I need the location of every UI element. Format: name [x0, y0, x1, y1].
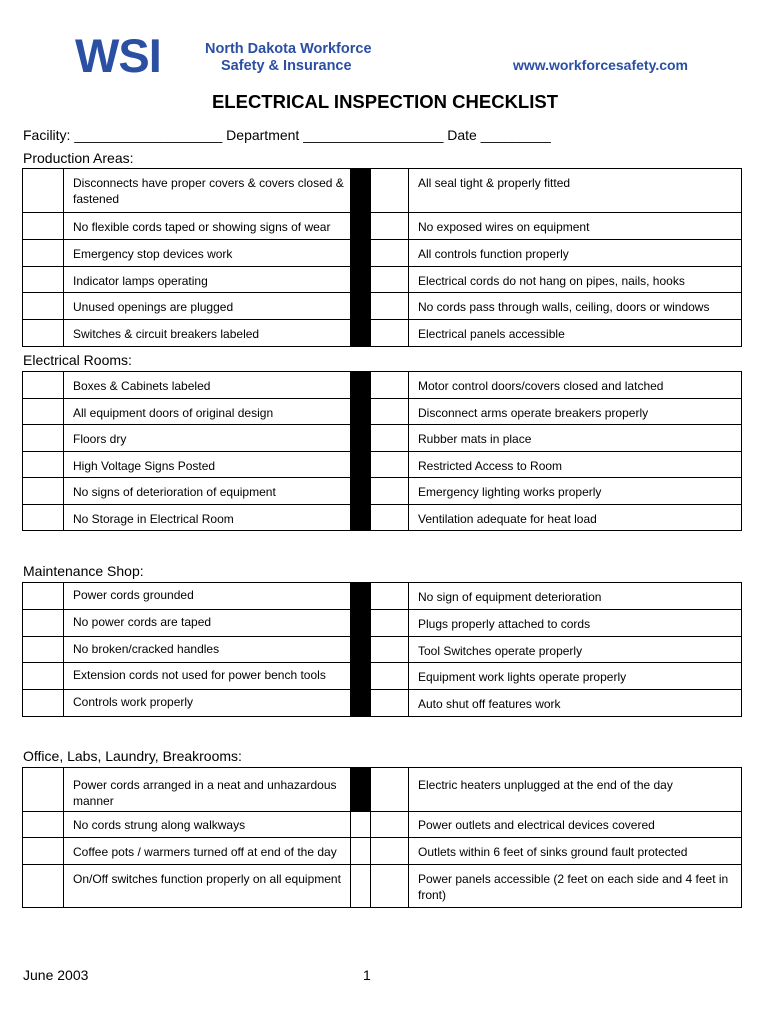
checklist-item: On/Off switches function properly on all equipment — [64, 865, 351, 908]
checklist-item: Power outlets and electrical devices covered — [409, 812, 742, 838]
checkbox-cell[interactable] — [23, 169, 64, 213]
checklist-item: All equipment doors of original design — [64, 399, 351, 425]
separator-bar — [351, 583, 371, 610]
separator-bar — [351, 768, 371, 812]
facility-field: Facility: ___________________ — [23, 127, 223, 143]
checklist-item: No cords pass through walls, ceiling, doors or windows — [409, 293, 742, 320]
checkbox-cell[interactable] — [371, 169, 409, 213]
checklist-table-office-labs — [22, 767, 742, 908]
separator-bar — [351, 213, 371, 240]
checklist-item: Coffee pots / warmers turned off at end of the day — [64, 838, 351, 865]
checklist-table-electrical-rooms — [22, 371, 742, 531]
checklist-item: Electrical panels accessible — [409, 320, 742, 347]
checkbox-cell[interactable] — [23, 293, 64, 320]
organization-name — [205, 41, 372, 75]
separator-bar — [351, 267, 371, 293]
checkbox-cell[interactable] — [371, 267, 409, 293]
checkbox-cell[interactable] — [371, 663, 409, 690]
separator-bar — [351, 425, 371, 452]
checkbox-cell[interactable] — [23, 690, 64, 717]
table-row — [23, 865, 742, 908]
checkbox-cell[interactable] — [371, 838, 409, 865]
separator-bar — [351, 240, 371, 267]
separator-bar — [351, 505, 371, 531]
section-label-production: Production Areas: — [23, 150, 134, 166]
checkbox-cell[interactable] — [23, 320, 64, 347]
checkbox-cell[interactable] — [371, 425, 409, 452]
table-row — [23, 838, 742, 865]
checklist-item: No broken/cracked handles — [64, 637, 351, 663]
table-row — [23, 293, 742, 320]
checklist-item: Rubber mats in place — [409, 425, 742, 452]
separator-bar — [351, 293, 371, 320]
footer-date: June 2003 — [23, 967, 89, 983]
separator-bar — [351, 610, 371, 637]
separator-bar — [351, 663, 371, 690]
table-row — [23, 267, 742, 293]
checklist-item: Extension cords not used for power bench tools — [64, 663, 351, 690]
checkbox-cell[interactable] — [371, 690, 409, 717]
table-row — [23, 690, 742, 717]
checkbox-cell[interactable] — [371, 452, 409, 478]
wsi-logo — [75, 29, 161, 82]
separator-bar — [351, 690, 371, 717]
checklist-item: Unused openings are plugged — [64, 293, 351, 320]
checklist-item: Power cords grounded — [64, 583, 351, 610]
checkbox-cell[interactable] — [371, 293, 409, 320]
checklist-item: Restricted Access to Room — [409, 452, 742, 478]
page-number: 1 — [363, 967, 371, 983]
checkbox-cell[interactable] — [23, 637, 64, 663]
checklist-item: Equipment work lights operate properly — [409, 663, 742, 690]
page-title: ELECTRICAL INSPECTION CHECKLIST — [211, 91, 559, 112]
checkbox-cell[interactable] — [371, 768, 409, 812]
checklist-item: Ventilation adequate for heat load — [409, 505, 742, 531]
checkbox-cell[interactable] — [23, 610, 64, 637]
table-row — [23, 213, 742, 240]
checklist-table-maintenance-shop — [22, 582, 742, 717]
checkbox-cell[interactable] — [371, 240, 409, 267]
checklist-item: Electric heaters unplugged at the end of the day — [409, 768, 742, 812]
separator-bar — [351, 812, 371, 838]
facility-form-line — [23, 127, 551, 143]
checklist-item: No power cords are taped — [64, 610, 351, 637]
checklist-item: All seal tight & properly fitted — [409, 169, 742, 213]
checklist-item: Tool Switches operate properly — [409, 637, 742, 663]
org-line-2: Safety & Insurance — [221, 58, 352, 74]
checkbox-cell[interactable] — [23, 838, 64, 865]
checkbox-cell[interactable] — [371, 372, 409, 399]
checklist-item: Electrical cords do not hang on pipes, nails, hooks — [409, 267, 742, 293]
checkbox-cell[interactable] — [23, 372, 64, 399]
checklist-item: Indicator lamps operating — [64, 267, 351, 293]
department-field: Department __________________ — [222, 127, 444, 143]
separator-bar — [351, 838, 371, 865]
checkbox-cell[interactable] — [371, 399, 409, 425]
checkbox-cell[interactable] — [371, 610, 409, 637]
checklist-item: Controls work properly — [64, 690, 351, 717]
table-row — [23, 452, 742, 478]
checkbox-cell[interactable] — [23, 452, 64, 478]
checkbox-cell[interactable] — [23, 505, 64, 531]
checkbox-cell[interactable] — [23, 663, 64, 690]
checklist-item: Floors dry — [64, 425, 351, 452]
table-row — [23, 610, 742, 637]
separator-bar — [351, 865, 371, 908]
checkbox-cell[interactable] — [371, 505, 409, 531]
separator-bar — [351, 320, 371, 347]
table-row — [23, 583, 742, 610]
checklist-item: Disconnect arms operate breakers properly — [409, 399, 742, 425]
table-row — [23, 320, 742, 347]
checkbox-cell[interactable] — [371, 637, 409, 663]
table-row — [23, 240, 742, 267]
checkbox-cell[interactable] — [371, 320, 409, 347]
table-row — [23, 812, 742, 838]
checklist-item: Emergency stop devices work — [64, 240, 351, 267]
checkbox-cell[interactable] — [371, 583, 409, 610]
checklist-item: Motor control doors/covers closed and latched — [409, 372, 742, 399]
table-row — [23, 372, 742, 399]
checklist-item: No flexible cords taped or showing signs of wear — [64, 213, 351, 240]
separator-bar — [351, 399, 371, 425]
checklist-item: Plugs properly attached to cords — [409, 610, 742, 637]
checklist-item: Outlets within 6 feet of sinks ground fault protected — [409, 838, 742, 865]
checklist-item: Emergency lighting works properly — [409, 478, 742, 505]
checkbox-cell[interactable] — [23, 240, 64, 267]
checklist-item: Auto shut off features work — [409, 690, 742, 717]
separator-bar — [351, 637, 371, 663]
checkbox-cell[interactable] — [371, 865, 409, 908]
checklist-item: Power cords arranged in a neat and unhazardous manner — [64, 768, 351, 812]
table-row — [23, 169, 742, 213]
table-row — [23, 425, 742, 452]
checkbox-cell[interactable] — [371, 478, 409, 505]
website-url: www.workforcesafety.com — [512, 57, 688, 73]
table-row — [23, 637, 742, 663]
table-row — [23, 505, 742, 531]
date-field: Date _________ — [443, 127, 551, 143]
checklist-item: Boxes & Cabinets labeled — [64, 372, 351, 399]
checklist-item: Disconnects have proper covers & covers closed & fastened — [64, 169, 351, 213]
checkbox-cell[interactable] — [23, 812, 64, 838]
checklist-item: High Voltage Signs Posted — [64, 452, 351, 478]
checkbox-cell[interactable] — [23, 865, 64, 908]
checklist-item: No cords strung along walkways — [64, 812, 351, 838]
checkbox-cell[interactable] — [23, 267, 64, 293]
section-label-maintenance-shop: Maintenance Shop: — [23, 563, 144, 579]
checkbox-cell[interactable] — [23, 425, 64, 452]
checkbox-cell[interactable] — [23, 478, 64, 505]
table-row — [23, 768, 742, 812]
table-row — [23, 663, 742, 690]
table-row — [23, 399, 742, 425]
checklist-table-production — [22, 168, 742, 347]
separator-bar — [351, 452, 371, 478]
checkbox-cell[interactable] — [371, 213, 409, 240]
checkbox-cell[interactable] — [23, 583, 64, 610]
checkbox-cell[interactable] — [23, 768, 64, 812]
checklist-item: All controls function properly — [409, 240, 742, 267]
checklist-item: No sign of equipment deterioration — [409, 583, 742, 610]
checklist-item: Switches & circuit breakers labeled — [64, 320, 351, 347]
checklist-item: No signs of deterioration of equipment — [64, 478, 351, 505]
checklist-item: No exposed wires on equipment — [409, 213, 742, 240]
checkbox-cell[interactable] — [23, 399, 64, 425]
separator-bar — [351, 169, 371, 213]
table-row — [23, 478, 742, 505]
checkbox-cell[interactable] — [23, 213, 64, 240]
checklist-item: No Storage in Electrical Room — [64, 505, 351, 531]
section-label-office-labs: Office, Labs, Laundry, Breakrooms: — [23, 748, 242, 764]
checkbox-cell[interactable] — [371, 812, 409, 838]
separator-bar — [351, 478, 371, 505]
org-line-1: North Dakota Workforce — [205, 41, 372, 57]
checklist-item: Power panels accessible (2 feet on each side and 4 feet in front) — [409, 865, 742, 908]
section-label-electrical-rooms: Electrical Rooms: — [23, 352, 132, 368]
logo-text: WSI — [75, 29, 161, 82]
separator-bar — [351, 372, 371, 399]
